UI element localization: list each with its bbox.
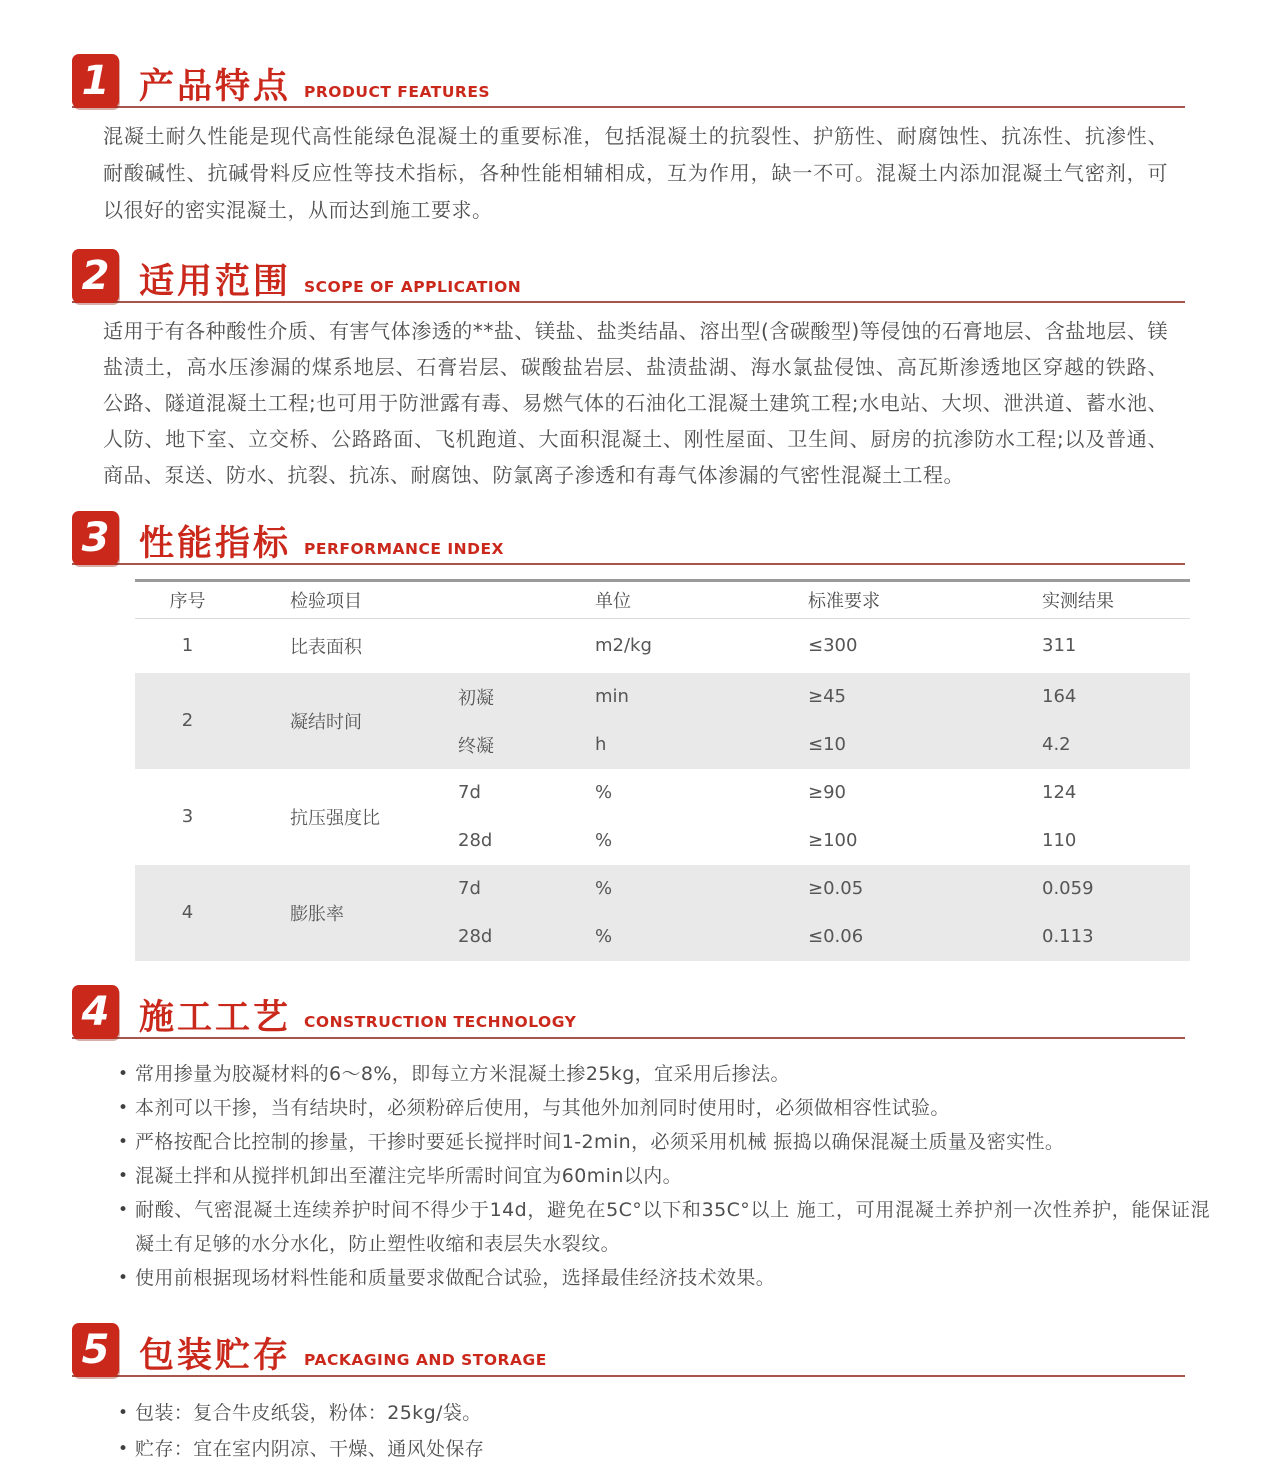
cell-sub: 7d xyxy=(458,782,481,803)
packaging-bullet-list xyxy=(118,1395,1210,1467)
bullet-item: • 严格按配合比控制的掺量，干掺时要延长搅拌时间1-2min，必须采用机械 振捣以确保混凝土质量及密实性。 xyxy=(118,1125,1210,1159)
section-3-subtitle: PERFORMANCE INDEX xyxy=(304,539,504,558)
cell-result: 164 xyxy=(1010,673,1190,721)
cell-sub: 28d xyxy=(458,830,493,851)
bullet-item: • 贮存：宜在室内阴凉、干燥、通风处保存 xyxy=(118,1431,1210,1467)
col-header-sub xyxy=(430,581,560,619)
table-row xyxy=(135,769,1190,817)
cell-unit: % xyxy=(560,865,780,913)
bullet-item: • 常用掺量为胶凝材料的6～8%，即每立方米混凝土掺25kg，宜采用后掺法。 xyxy=(118,1057,1210,1091)
construction-bullet-list xyxy=(118,1057,1210,1295)
cell-item: 抗压强度比 xyxy=(290,807,380,829)
section-2-header xyxy=(72,245,1185,303)
cell-unit: % xyxy=(595,830,613,851)
section-4-subtitle: CONSTRUCTION TECHNOLOGY xyxy=(304,1013,577,1031)
col-header-no: 序号 xyxy=(135,581,240,619)
cell-standard: ≥100 xyxy=(808,830,858,851)
cell-unit: % xyxy=(560,913,780,961)
bullet-item: • 本剂可以干掺，当有结块时，必须粉碎后使用，与其他外加剂同时使用时，必须做相容性试验。 xyxy=(118,1091,1210,1125)
section-1-header xyxy=(72,50,1185,108)
cell-standard: ≥90 xyxy=(808,782,846,803)
col-header-item: 检验项目 xyxy=(240,581,430,619)
col-header-result: 实测结果 xyxy=(1010,581,1190,619)
cell-unit: min xyxy=(560,673,780,721)
cell-no: 1 xyxy=(181,635,194,657)
cell-result: 0.059 xyxy=(1010,865,1190,913)
bullet-item: • 包装：复合牛皮纸袋，粉体：25kg/袋。 xyxy=(118,1395,1210,1431)
cell-sub: 初凝 xyxy=(430,673,560,721)
section-5-subtitle: PACKAGING AND STORAGE xyxy=(304,1351,547,1369)
section-2-title: 适用范围 xyxy=(139,262,292,302)
section-2-subtitle: SCOPE OF APPLICATION xyxy=(304,277,522,296)
performance-table-wrapper xyxy=(135,579,1190,961)
cell-unit: h xyxy=(560,721,780,769)
section-1-paragraph: 混凝土耐久性能是现代高性能绿色混凝土的重要标准，包括混凝土的抗裂性、护筋性、耐腐蚀性、抗冻性、抗渗性、耐酸碱性、抗碱骨料反应性等技术指标，各种性能相辅相成，互为作用，缺一不可。混凝土内添加混凝土气密剂，可以很好的密实混凝土，从而达到施工要求。 xyxy=(103,124,1168,222)
bullet-item: • 耐酸、气密混凝土连续养护时间不得少于14d，避免在5C°以下和35C°以上 施工，可用混凝土养护剂一次性养护，能保证混凝土有足够的水分水化，防止塑性收缩和表层失水裂纹。 xyxy=(118,1193,1210,1261)
cell-no: 2 xyxy=(135,673,240,769)
cell-standard: ≥45 xyxy=(780,673,1010,721)
cell-standard: ≤0.06 xyxy=(780,913,1010,961)
cell-sub: 终凝 xyxy=(430,721,560,769)
cell-result: 124 xyxy=(1042,782,1077,803)
section-1-number-badge: 1 xyxy=(72,54,119,108)
cell-item: 膨胀率 xyxy=(240,865,430,961)
section-4-title: 施工工艺 xyxy=(139,997,292,1038)
cell-standard: ≤10 xyxy=(780,721,1010,769)
section-1-subtitle: PRODUCT FEATURES xyxy=(304,82,491,101)
cell-sub: 28d xyxy=(430,913,560,961)
section-3-title: 性能指标 xyxy=(139,524,292,564)
cell-result: 0.113 xyxy=(1010,913,1190,961)
section-3-header xyxy=(72,507,1185,565)
cell-sub: 7d xyxy=(430,865,560,913)
bullet-item: • 混凝土拌和从搅拌机卸出至灌注完毕所需时间宜为60min以内。 xyxy=(118,1159,1210,1193)
cell-result: 311 xyxy=(1042,635,1077,657)
table-row xyxy=(135,865,1190,913)
cell-result: 110 xyxy=(1042,830,1077,851)
cell-unit: % xyxy=(595,782,613,803)
section-5-title: 包装贮存 xyxy=(139,1335,292,1376)
cell-no: 3 xyxy=(181,806,194,827)
section-5-header xyxy=(72,1319,1185,1377)
col-header-standard: 标准要求 xyxy=(780,581,1010,619)
section-4-header xyxy=(72,981,1185,1039)
cell-standard: ≤300 xyxy=(808,635,858,657)
cell-standard: ≥0.05 xyxy=(780,865,1010,913)
cell-unit: m2/kg xyxy=(595,635,652,657)
cell-item: 比表面积 xyxy=(290,636,362,658)
section-3-number-badge: 3 xyxy=(72,511,119,565)
cell-result: 4.2 xyxy=(1010,721,1190,769)
cell-sub xyxy=(430,619,560,673)
cell-item: 凝结时间 xyxy=(240,673,430,769)
section-1-title: 产品特点 xyxy=(139,67,292,107)
section-5-number-badge: 5 xyxy=(72,1323,119,1377)
performance-table xyxy=(135,579,1190,961)
cell-no: 4 xyxy=(135,865,240,961)
bullet-item: • 使用前根据现场材料性能和质量要求做配合试验，选择最佳经济技术效果。 xyxy=(118,1261,1210,1295)
table-row xyxy=(135,673,1190,721)
section-2-paragraph: 适用于有各种酸性介质、有害气体渗透的**盐、镁盐、盐类结晶、溶出型(含碳酸型)等侵蚀的石膏地层、含盐地层、镁盐渍土，高水压渗漏的煤系地层、石膏岩层、碳酸盐岩层、盐渍盐湖、海水氯盐侵蚀、高瓦斯渗透地区穿越的铁路、公路、隧道混凝土工程;也可用于防泄露有毒、易燃气体的石油化工混凝土建筑工程;水电站、大坝、泄洪道、蓄水池、人防、地下室、立交桥、公路路面、飞机跑道、大面积混凝土、刚性屋面、卫生间、厨房的抗渗防水工程;以及普通、商品、泵送、防水、抗裂、抗冻、耐腐蚀、防氯离子渗透和有毒气体渗漏的气密性混凝土工程。 xyxy=(103,319,1168,487)
table-row xyxy=(135,619,1190,673)
section-2-number-badge: 2 xyxy=(72,249,119,303)
table-header-row xyxy=(135,581,1190,619)
section-4-number-badge: 4 xyxy=(72,985,119,1039)
col-header-unit: 单位 xyxy=(560,581,780,619)
